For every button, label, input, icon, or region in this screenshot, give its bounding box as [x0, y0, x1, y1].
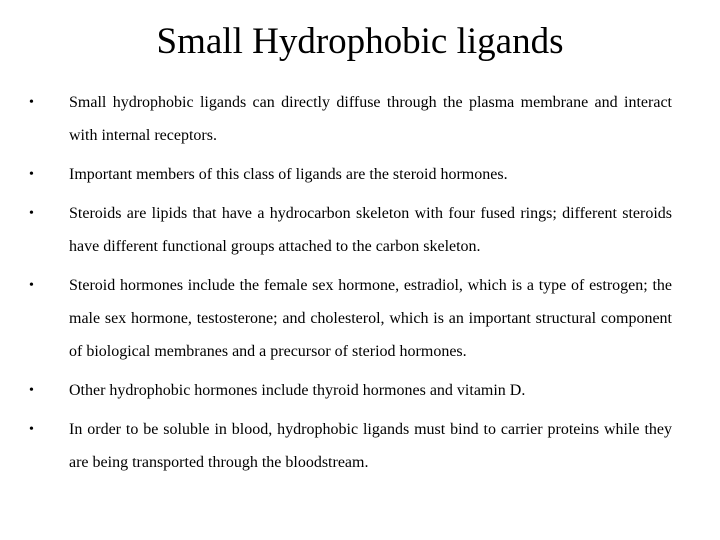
- bullet-marker: •: [29, 383, 34, 398]
- bullet-item: [0, 374, 720, 407]
- bullet-marker: •: [29, 422, 34, 437]
- bullet-text: Steroid hormones include the female sex hormone, estradiol, which is a type of estrogen; the male sex hormone, testosterone; and cholesterol, which is an important structural component of biological membranes and a precursor of steriod hormones.: [69, 277, 672, 360]
- bullet-text: Steroids are lipids that have a hydrocarbon skeleton with four fused rings; different steroids have different functional groups attached to the carbon skeleton.: [69, 205, 672, 255]
- bullet-item: [0, 269, 720, 368]
- bullet-marker: •: [29, 95, 34, 110]
- bullet-text: Other hydrophobic hormones include thyroid hormones and vitamin D.: [69, 382, 526, 399]
- bullet-item: [0, 197, 720, 263]
- bullet-item: [0, 158, 720, 191]
- bullet-item: [0, 86, 720, 152]
- bullet-text: Important members of this class of ligands are the steroid hormones.: [69, 166, 508, 183]
- bullet-marker: •: [29, 278, 34, 293]
- bullet-list: [0, 86, 720, 485]
- bullet-marker: •: [29, 167, 34, 182]
- slide-title: Small Hydrophobic ligands: [156, 21, 564, 62]
- bullet-text: In order to be soluble in blood, hydrophobic ligands must bind to carrier proteins while they are being transported through the bloodstream.: [69, 421, 672, 471]
- bullet-marker: •: [29, 206, 34, 221]
- bullet-text: Small hydrophobic ligands can directly diffuse through the plasma membrane and interact with internal receptors.: [69, 94, 672, 144]
- bullet-item: [0, 413, 720, 479]
